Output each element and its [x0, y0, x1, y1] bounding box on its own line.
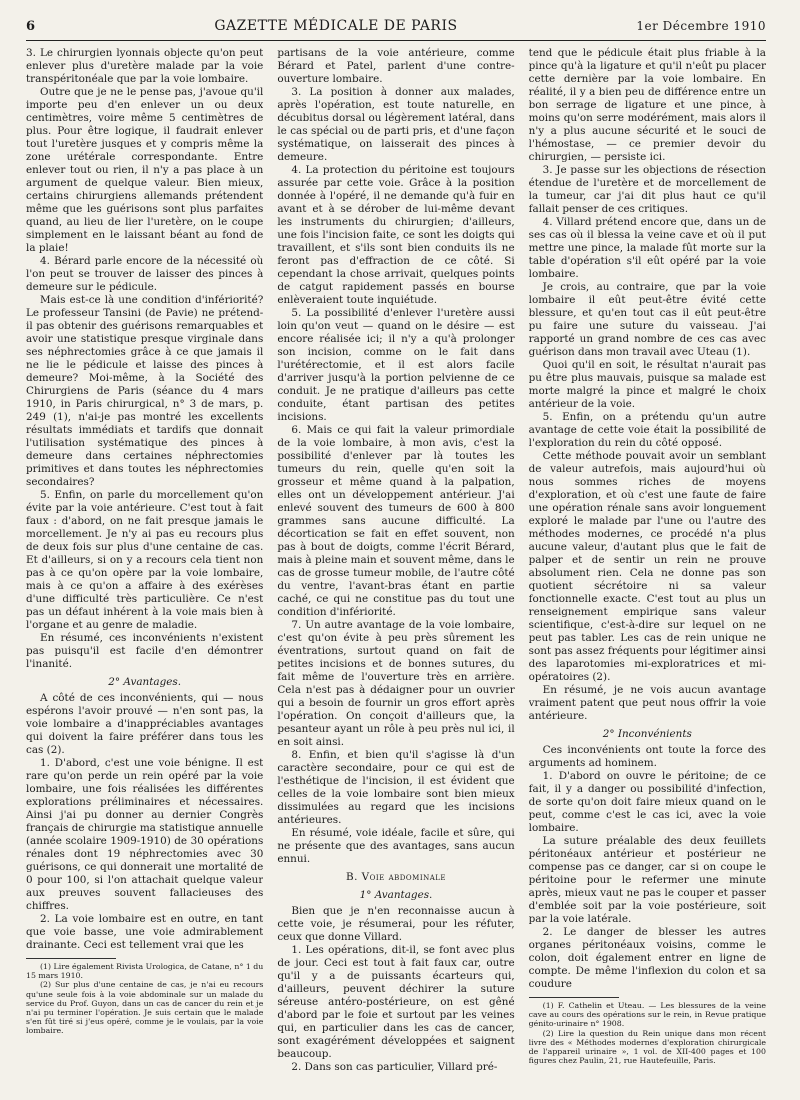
paragraph: 5. Enfin, on a prétendu qu'un autre avantage de cette voie était la possibilité de l'exploration du rein du côté opposé.: [528, 411, 766, 449]
paragraph: La suture préalable des deux feuillets péritonéaux antérieur et postérieur ne compense pas ce danger, car si on coupe le péritoine pour le refermer une minute après, mieux vaut ne pas le couper et passer d'emblée soit par la voie postérieure, soit par la voie latérale.: [528, 835, 766, 925]
paragraph: tend que le pédicule était plus friable à la pince qu'à la ligature et qu'il n'eût pu placer cette dernière par la voie lombaire. En réalité, il y a bien peu de différence entre un bon serrage de ligature et une pince, à moins qu'on serre modérément, mais alors il n'y a plus aucune sécurité et le souci de l'hémostase, — ce premier devoir du chirurgien, — persiste ici.: [528, 47, 766, 163]
paragraph: 3. Je passe sur les objections de résection étendue de l'uretère et de morcellement de la tumeur, car j'ai dit plus haut ce qu'il fallait penser de ces critiques.: [528, 164, 766, 215]
paragraph: partisans de la voie antérieure, comme Bérard et Patel, parlent d'une contre-ouverture lombaire.: [277, 47, 515, 85]
paragraph: 6. Mais ce qui fait la valeur primordiale de la voie lombaire, à mon avis, c'est la possibilité d'enlever par là toutes les tumeurs du rein, quelle qu'en soit la grosseur et même quand à la palpation, elles ont un développement antérieur. J'ai enlevé souvent des tumeurs de 600 à 800 grammes sans aucune difficulté. La décortication se fait en effet souvent, non pas à bout de doigts, comme l'écrit Bérard, mais à pleine main et souvent même, dans le cas de grosse tumeur mobile, de l'autre côté du ventre, l'avant-bras étant en partie caché, ce qui ne constitue pas du tout une condition d'infériorité.: [277, 424, 515, 618]
footnote-divider: [529, 997, 619, 998]
paragraph: 4. Villard prétend encore que, dans un de ses cas où il blessa la veine cave et où il put mettre une pince, la malade fût morte sur la table d'opération s'il eût opéré par la voie lombaire.: [528, 216, 766, 280]
paragraph: 7. Un autre avantage de la voie lombaire, c'est qu'on évite à peu près sûrement les éventrations, surtout quand on fait de petites incisions et de bonnes sutures, du fait même de l'ouverture très en arrière. Cela n'est pas à dédaigner pour un ouvrier qui a besoin de fournir un gros effort après l'opération. On conçoit d'ailleurs que, la pesanteur ayant un rôle à peu près nul ici, il en soit ainsi.: [277, 619, 515, 748]
subheading-avantages: 2° Avantages.: [108, 676, 182, 688]
subheading-inconvenients: 2° Inconvénients: [602, 728, 692, 740]
section-heading: B. Voie abdominale: [345, 871, 447, 883]
paragraph: Je crois, au contraire, que par la voie lombaire il eût peut-être évité cette blessure, et qu'en tout cas il eût peut-être pu faire une suture du vaisseau. J'ai rapporté un grand nombre de ces cas avec guérison dans mon travail avec Uteau (1).: [528, 281, 766, 358]
paragraph: 1. Les opérations, dit-il, se font avec plus de jour. Ceci est tout à fait faux car, outre qu'il y a de puissants écarteurs qui, d'ailleurs, peuvent déchirer la suture séreuse antéro-postérieure, on est gêné d'abord par le foie et surtout par les veines qui, en particulier dans les cas de cancer, sont exagérément développées et saignent beaucoup.: [277, 944, 515, 1060]
paragraph: Bien que je n'en reconnaisse aucun à cette voie, je résumerai, pour les réfuter, ceux que donne Villard.: [277, 905, 515, 943]
footnote-divider: [26, 958, 116, 959]
paragraph: En résumé, je ne vois aucun avantage vraiment patent que peut nous offrir la voie antérieure.: [528, 684, 766, 722]
paragraph: 4. Bérard parle encore de la nécessité où l'on peut se trouver de laisser des pinces à demeure sur le pédicule.: [26, 255, 264, 293]
paragraph: 5. Enfin, on parle du morcellement qu'on évite par la voie antérieure. C'est tout à fait faux : d'abord, on ne fait presque jamais le morcellement. Je n'y ai pas eu recours plus de deux fois sur plus d'une centaine de cas. Et d'ailleurs, si on y a recours cela tient non pas à ce qu'on opère par la voie lombaire, mais à ce qu'on a affaire à des exérèses d'une difficulté très particulière. Ce n'est pas un défaut inhérent à la voie mais bien à l'organe et au genre de maladie.: [26, 489, 264, 631]
footnote: (1) Lire également Rivista Urologica, de Catane, n° 1 du 15 mars 1910.: [26, 962, 264, 981]
paragraph: 1. D'abord on ouvre le péritoine; de ce fait, il y a danger ou possibilité d'infection, de sorte qu'on doit faire mieux quand on le peut, comme c'est le cas ici, avec la voie lombaire.: [528, 770, 766, 834]
paragraph: Ces inconvénients ont toute la force des arguments ad hominem.: [528, 744, 766, 769]
subheading-avantages: 1° Avantages.: [359, 889, 433, 901]
journal-title: GAZETTE MÉDICALE DE PARIS: [214, 18, 458, 34]
issue-date: 1er Décembre 1910: [636, 19, 766, 33]
paragraph: 8. Enfin, et bien qu'il s'agisse là d'un caractère secondaire, pour ce qui est de l'esthétique de l'incision, il est évident que celles de la voie lombaire sont bien mieux dissimulées au regard que les incisions antérieures.: [277, 749, 515, 826]
paragraph: 4. La protection du péritoine est toujours assurée par cette voie. Grâce à la position donnée à l'opéré, il ne demande qu'à fuir en avant et à se dérober de lui-même devant les instruments du chirurgien; d'ailleurs, une fois l'incision faite, ce sont les doigts qui travaillent, et s'ils sont bien conduits ils ne feront pas d'effraction de ce côté. Si cependant la chose arrivait, quelques points de catgut rapidement passés en bourse enlèveraient toute inquiétude.: [277, 164, 515, 306]
footnote: (1) F. Cathelin et Uteau. — Les blessures de la veine cave au cours des opérations sur le rein, in Revue pratique génito-urinaire n° 1908.: [528, 1001, 766, 1029]
paragraph: Quoi qu'il en soit, le résultat n'aurait pas pu être plus mauvais, puisque sa malade est morte malgré la pince et malgré le choix antérieur de la voie.: [528, 359, 766, 410]
paragraph: 3. La position à donner aux malades, après l'opération, est toute naturelle, en décubitus dorsal ou légèrement latéral, dans le cas spécial ou de parti pris, et d'une façon systématique, on laisserait des pinces à demeure.: [277, 86, 515, 163]
paragraph: En résumé, voie idéale, facile et sûre, qui ne présente que des avantages, sans aucun ennui.: [277, 827, 515, 865]
footnote: (2) Lire la question du Rein unique dans mon récent livre des « Méthodes modernes d'exploration chirurgicale de l'appareil urinaire », 1 vol. de XII-400 pages et 100 figures chez Paulin, 21, rue Hautefeuille, Paris.: [528, 1028, 766, 1066]
paragraph: 3. Le chirurgien lyonnais objecte qu'on peut enlever plus d'uretère malade par la voie transpéritonéale que par la voie lombaire.: [26, 47, 264, 85]
paragraph: En résumé, ces inconvénients n'existent pas puisqu'il est facile d'en démontrer l'inanité.: [26, 632, 264, 670]
paragraph: A côté de ces inconvénients, qui — nous espérons l'avoir prouvé — n'en sont pas, la voie lombaire a d'inappréciables avantages qui doivent la faire préférer dans tous les cas (2).: [26, 692, 264, 756]
paragraph: Outre que je ne le pense pas, j'avoue qu'il importe peu d'en enlever un ou deux centimètres, voire même 5 centimètres de plus. Pour être logique, il faudrait enlever tout l'uretère jusques et y compris même la zone urétérale correspondante. Entre enlever tout ou rien, il n'y a pas place à un argument de quelque valeur. Bien mieux, certains chirurgiens allemands prétendent même que les guérisons sont plus parfaites quand, au lieu de lier l'uretère, on le coupe simplement en le laissant béant au fond de la plaie!: [26, 86, 264, 254]
column-left: [26, 47, 263, 1092]
paragraph: 2. Dans son cas particulier, Villard pré-: [291, 1061, 498, 1073]
paragraph: 5. La possibilité d'enlever l'uretère aussi loin qu'on veut — quand on le désire — est encore réalisée ici; il n'y a qu'à prolonger son incision, comme on le fait dans l'urétérectomie, et il est alors facile d'arriver jusqu'à la portion pelvienne de ce conduit. Je ne pratique d'ailleurs pas cette conduite, étant partisan des petites incisions.: [277, 307, 515, 423]
column-middle: [277, 47, 514, 1092]
paragraph: Mais est-ce là une condition d'infériorité? Le professeur Tansini (de Pavie) ne prétend-il pas obtenir des guérisons remarquables et avoir une statistique presque virginale dans ses néphrectomies grâce à ce que jamais il ne lie le pédicule et laisse des pinces à demeure? Moi-même, à la Société des Chirurgiens de Paris (séance du 4 mars 1910, in Paris chirurgical, n° 3 de mars, p. 249 (1), n'ai-je pas montré les excellents résultats immédiats et tardifs que donnait l'utilisation systématique des pinces à demeure dans certaines néphrectomies primitives et dans toutes les néphrectomies secondaires?: [26, 294, 264, 488]
paragraph: Cette méthode pouvait avoir un semblant de valeur autrefois, mais aujourd'hui où nous sommes riches de moyens d'exploration, et où c'est une faute de faire une opération rénale sans avoir longuement exploré le malade par l'une ou l'autre des méthodes modernes, ce procédé n'a plus aucune valeur, d'autant plus que le fait de palper et de sentir un rein ne prouve absolument rien. Cela ne donne pas son quotient sécrétoire ni sa valeur fonctionnelle exacte. C'est tout au plus un renseignement empirique sans valeur scientifique, c'est-à-dire sur lequel on ne peut pas tabler. Les cas de rein unique ne sont pas assez fréquents pour légitimer ainsi des laparotomies mi-exploratrices et mi-opératoires (2).: [528, 450, 766, 683]
paragraph: 2. Le danger de blesser les autres organes péritonéaux voisins, comme le colon, doit également entrer en ligne de compte. De même l'inflexion du colon et sa coudure: [528, 926, 766, 990]
page-number: 6: [26, 19, 36, 34]
article-columns: [26, 47, 766, 1092]
page-header: [26, 18, 766, 41]
column-right: [529, 47, 766, 1092]
footnote: (2) Sur plus d'une centaine de cas, je n'ai eu recours qu'une seule fois à la voie abdominale sur un malade du service du Prof. Guyon, dans un cas de cancer du rein et je n'ai pu terminer l'opération. Je suis certain que le malade s'en fût tiré si j'eus opéré, comme je le voulais, par la voie lombaire.: [26, 980, 264, 1036]
paragraph: 1. D'abord, c'est une voie bénigne. Il est rare qu'on perde un rein opéré par la voie lombaire, une fois réalisées les différentes explorations préliminaires et nécessaires. Ainsi j'ai pu donner au dernier Congrès français de chirurgie ma statistique annuelle (année scolaire 1909-1910) de 30 opérations rénales dont 19 néphrectomies avec 30 guérisons, ce qui donnerait une mortalité de 0 pour 100, si l'on attachait quelque valeur aux preuves souvent fallacieuses des chiffres.: [26, 757, 264, 912]
paragraph: 2. La voie lombaire est en outre, en tant que voie basse, une voie admirablement drainante. Ceci est tellement vrai que les: [26, 913, 264, 951]
